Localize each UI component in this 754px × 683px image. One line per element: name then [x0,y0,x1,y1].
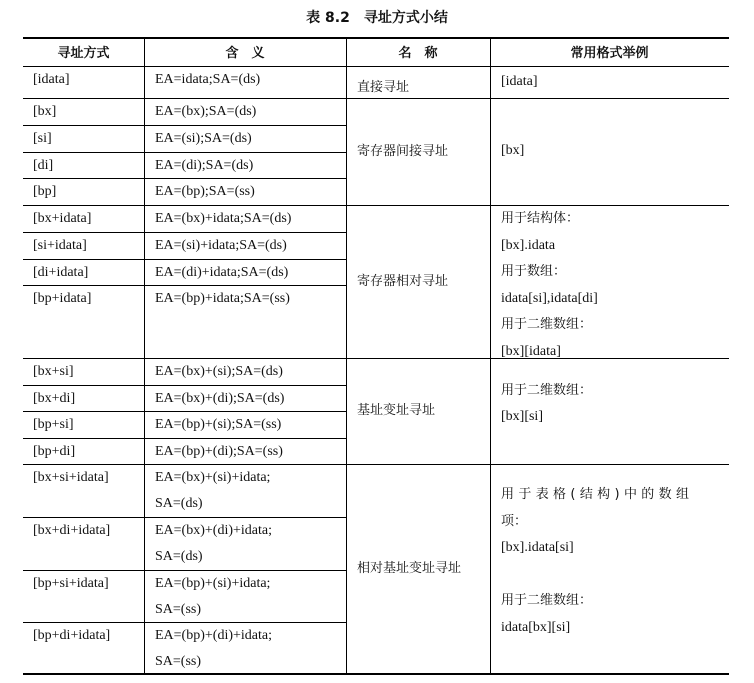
table-row-meaning: SA=(ds) [155,496,203,511]
table-row-mode: [bx+idata] [33,211,92,226]
table-row-meaning: EA=(bx)+(di)+idata; [155,522,272,538]
table-row-meaning: EA=(bp);SA=(ss) [155,184,255,200]
row-rule [23,385,346,386]
header-mode: 寻址方式 [57,46,110,61]
table-row-meaning: EA=(bx)+(di);SA=(ds) [155,390,285,406]
table-row-meaning: EA=(bx)+(si)+idata; [155,470,271,485]
row-rule [23,622,346,623]
row-rule [23,517,346,518]
table-row-mode: [bp+idata] [33,291,92,307]
example-line: idata[bx][si] [501,619,571,635]
example-line: 用于表格(结构)中的数组 [501,487,689,502]
table-row-meaning: EA=(bp)+(si);SA=(ss) [155,417,282,432]
table-title: 寻址方式小结 [363,10,448,26]
table-row-mode: [bp+di+idata] [33,628,111,644]
addressing-name: 寄存器相对寻址 [357,273,449,289]
row-rule [23,152,346,153]
table-row-meaning: SA=(ss) [155,601,202,617]
example-line: 用于二维数组： [501,317,593,332]
table-row-meaning: EA=(bp)+(di)+idata; [155,628,272,644]
table-row-meaning: SA=(ss) [155,654,202,670]
row-rule [23,673,729,675]
addressing-name: 基址变址寻址 [357,403,436,418]
table-row-mode: [di] [33,157,54,173]
row-rule [23,464,729,465]
table-row-mode: [idata] [33,72,70,87]
table-row-meaning: EA=(bp)+(di);SA=(ss) [155,443,283,459]
table-row-mode: [bp+si] [33,417,74,432]
table-row-meaning: EA=(di);SA=(ds) [155,157,254,173]
example-line: [bx][si] [501,409,543,424]
example-line: [idata] [501,74,538,89]
row-rule [23,358,729,359]
example-line: idata[si],idata[di] [501,290,598,306]
header-meaning: 含 义 [225,46,265,61]
example-line: [bx].idata[si] [501,540,574,555]
table-row-mode: [bx+di] [33,390,76,406]
header-example: 常用格式举例 [570,46,649,61]
table-row-mode: [bx] [33,104,57,119]
row-rule [23,205,729,206]
table-number: 表 8.2 [306,10,350,26]
row-rule [23,178,346,179]
addressing-name: 寄存器间接寻址 [357,143,449,159]
example-line: 项： [501,513,528,529]
table-row-mode: [si] [33,130,52,146]
row-rule [23,66,729,67]
table-row-meaning: EA=(bx)+idata;SA=(ds) [155,211,292,226]
row-rule [23,125,346,126]
example-line: 用于二维数组： [501,383,593,398]
addressing-name: 相对基址变址寻址 [357,560,462,576]
row-rule [23,438,346,439]
table-row-meaning: EA=(di)+idata;SA=(ds) [155,264,289,280]
column-rule [490,37,491,675]
example-line: [bx] [501,142,525,158]
header-name: 名 称 [398,46,438,61]
column-rule [144,37,145,675]
example-line: [bx][idata] [501,343,561,359]
table-row-mode: [bx+di+idata] [33,522,111,538]
addressing-name: 直接寻址 [357,80,410,95]
table-row-meaning: SA=(ds) [155,548,203,564]
example-line: [bx].idata [501,237,556,253]
example-line: 用于二维数组： [501,593,593,608]
table-row-mode: [di+idata] [33,264,89,280]
table-row-mode: [bx+si+idata] [33,470,109,485]
column-rule [346,37,347,675]
table-row-mode: [bp] [33,184,57,200]
row-rule [23,285,346,286]
table-row-meaning: EA=(bx)+(si);SA=(ds) [155,364,283,379]
example-line: 用于数组： [501,264,567,279]
example-line: 用于结构体： [501,211,580,226]
table-row-meaning: EA=(si)+idata;SA=(ds) [155,237,287,253]
row-rule [23,259,346,260]
table-row-meaning: EA=(bx);SA=(ds) [155,104,257,119]
table-row-meaning: EA=idata;SA=(ds) [155,72,261,87]
row-rule [23,98,729,99]
row-rule [23,232,346,233]
table-row-meaning: EA=(bp)+(si)+idata; [155,575,271,591]
row-rule [23,570,346,571]
table-row-mode: [si+idata] [33,237,87,253]
addressing-modes-table [23,37,729,675]
table-caption [0,7,754,27]
table-row-mode: [bp+di] [33,443,76,459]
table-row-mode: [bp+si+idata] [33,575,109,591]
table-row-meaning: EA=(bp)+idata;SA=(ss) [155,291,290,307]
row-rule [23,411,346,412]
row-rule [23,37,729,39]
table-row-meaning: EA=(si);SA=(ds) [155,130,252,146]
table-row-mode: [bx+si] [33,364,74,379]
